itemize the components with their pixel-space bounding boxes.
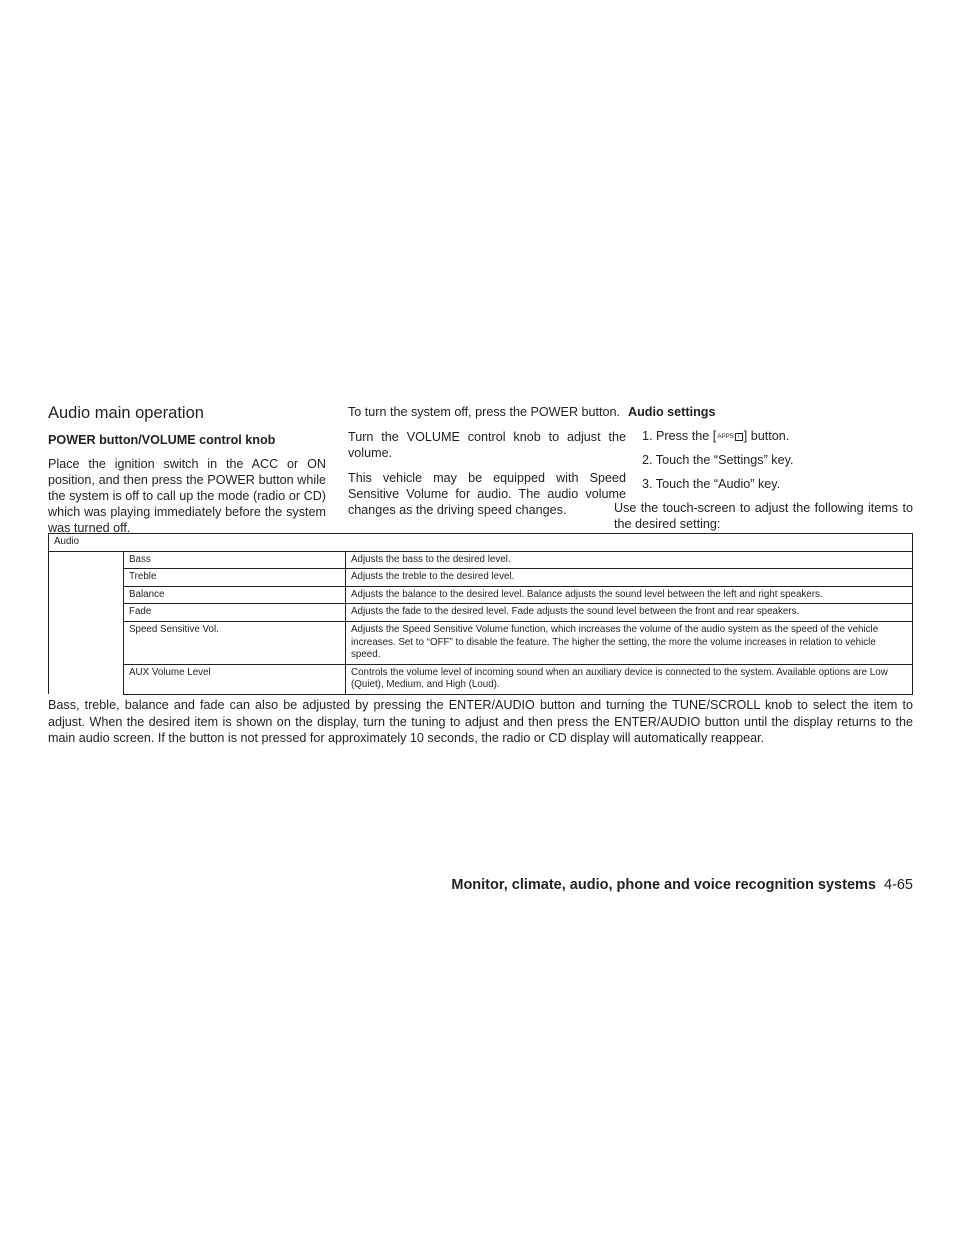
table-desc: Adjusts the balance to the desired level. Balance adjusts the sound level between the left and right speakers.	[346, 586, 913, 604]
closing-text: Bass, treble, balance and fade can also be adjusted by pressing the ENTER/AUDIO button and turning the TUNE/SCROLL knob to select the item to adjust. When the desired item is shown on the display, turn the tuning to adjust and then press the ENTER/AUDIO button until the display returns to the main audio screen. If the button is not pressed for approximately 10 seconds, the radio or CD display will automatically reappear.	[48, 698, 913, 745]
table-desc: Adjusts the treble to the desired level.	[346, 569, 913, 587]
power-volume-subheading: POWER button/VOLUME control knob	[48, 433, 276, 447]
step-2: 2. Touch the “Settings” key.	[642, 453, 794, 467]
apps-icon-box: i	[735, 433, 743, 441]
page-footer	[451, 877, 913, 893]
page-number: 4-65	[883, 877, 913, 893]
table-desc: Adjusts the bass to the desired level.	[346, 551, 913, 569]
table-row	[49, 586, 913, 604]
step-1	[642, 428, 913, 444]
apps-icon	[716, 432, 744, 441]
touch-screen-intro: Use the touch-screen to adjust the following items to the desired setting:	[614, 501, 913, 531]
speed-sensitive-paragraph: This vehicle may be equipped with Speed Sensitive Volume for audio. The audio volume changes as the driving speed changes.	[348, 471, 626, 517]
step-1-prefix: 1. Press the [	[642, 429, 717, 443]
power-off-paragraph: To turn the system off, press the POWER button.	[348, 405, 621, 419]
table-row	[49, 664, 913, 694]
table-desc: Adjusts the fade to the desired level. Fade adjusts the sound level between the front and rear speakers.	[346, 604, 913, 622]
table-group-label: Audio	[49, 534, 913, 552]
section-title: Audio main operation	[48, 404, 204, 422]
table-desc: Controls the volume level of incoming sound when an auxiliary device is connected to the system. Available options are Low (Quiet), Medium, and High (Loud).	[346, 664, 913, 694]
ignition-paragraph: Place the ignition switch in the ACC or ON position, and then press the POWER button while the system is off to call up the mode (radio or CD) which was playing immediately before the system was turned off.	[48, 457, 326, 535]
closing-paragraph	[48, 697, 913, 747]
table-group-row	[49, 534, 913, 552]
step-1-suffix: ] button.	[743, 429, 790, 443]
footer-section-name: Monitor, climate, audio, phone and voice recognition systems	[451, 877, 876, 893]
table-item: AUX Volume Level	[124, 664, 346, 694]
steps-list	[628, 428, 913, 492]
column-right	[614, 404, 913, 540]
audio-settings-heading: Audio settings	[628, 405, 716, 419]
table-item: Fade	[124, 604, 346, 622]
column-middle	[348, 404, 626, 527]
table-item: Treble	[124, 569, 346, 587]
step-3: 3. Touch the “Audio” key.	[642, 477, 781, 491]
table-row	[49, 621, 913, 664]
table-indent-cell	[49, 551, 124, 694]
table-desc: Adjusts the Speed Sensitive Volume function, which increases the volume of the audio system as the speed of the vehicle increases. Set to “OFF” to disable the feature. The higher the setting, the more the volume increases in relation to vehicle speed.	[346, 621, 913, 664]
audio-settings-table	[48, 533, 913, 695]
column-left	[48, 403, 326, 544]
apps-icon-label: APPS	[717, 433, 734, 440]
table-row	[49, 604, 913, 622]
table-row	[49, 551, 913, 569]
table-row	[49, 569, 913, 587]
table-item: Balance	[124, 586, 346, 604]
volume-knob-paragraph: Turn the VOLUME control knob to adjust the volume.	[348, 430, 626, 460]
table-item: Speed Sensitive Vol.	[124, 621, 346, 664]
table-item: Bass	[124, 551, 346, 569]
